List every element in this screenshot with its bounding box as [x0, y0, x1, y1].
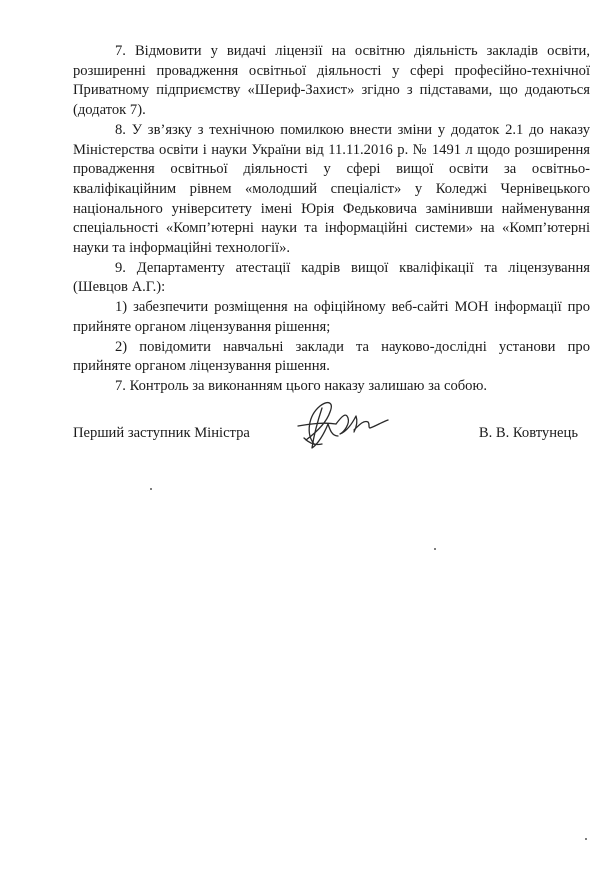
order-body — [73, 42, 590, 397]
paragraph-refuse-license: 7. Відмовити у видачі ліцензії на освітню діяльність закладів освіти, розширенні провадження освітньої діяльності у сфері професійно-технічної Приватному підприємству «Шериф-Захист» згідно з підставами, що додаються (додаток 7). — [73, 43, 590, 119]
scan-speck — [434, 548, 436, 550]
signer-name: В. В. Ковтунець — [478, 425, 578, 441]
signer-title: Перший заступник Міністра — [73, 425, 250, 441]
subitem-notify-institutions: 2) повідомити навчальні заклади та науково-дослідні установи про прийняте органом ліцензування рішення. — [73, 338, 590, 375]
paragraph-department-instruction: 9. Департаменту атестації кадрів вищої кваліфікації та ліцензування (Шевцов А.Г.): — [73, 259, 590, 296]
paragraph-technical-error-correction: 8. У зв’язку з технічною помилкою внести зміни у додаток 2.1 до наказу Міністерства освіти і науки України від 11.11.2016 р. № 1491 л щодо розширення провадження освітньої діяльності у сфері вищої освіти за освітньо-кваліфікаційним рівнем «молодший спеціаліст» у Коледжі Чернівецького національного університету імені Юрія Федьковича замінивши найменування спеціальності «Комп’ютерні науки та інформаційні системи» на «Комп’ютерні науки та інформаційні технології». — [73, 121, 590, 257]
scan-speck — [585, 838, 587, 840]
scan-speck — [150, 488, 152, 490]
handwritten-signature — [284, 394, 394, 454]
paragraph-control-clause: 7. Контроль за виконанням цього наказу залишаю за собою. — [115, 377, 488, 394]
subitem-publish-on-website: 1) забезпечити розміщення на офіційному веб-сайті МОН інформації про прийняте органом ліцензування рішення; — [73, 299, 590, 335]
